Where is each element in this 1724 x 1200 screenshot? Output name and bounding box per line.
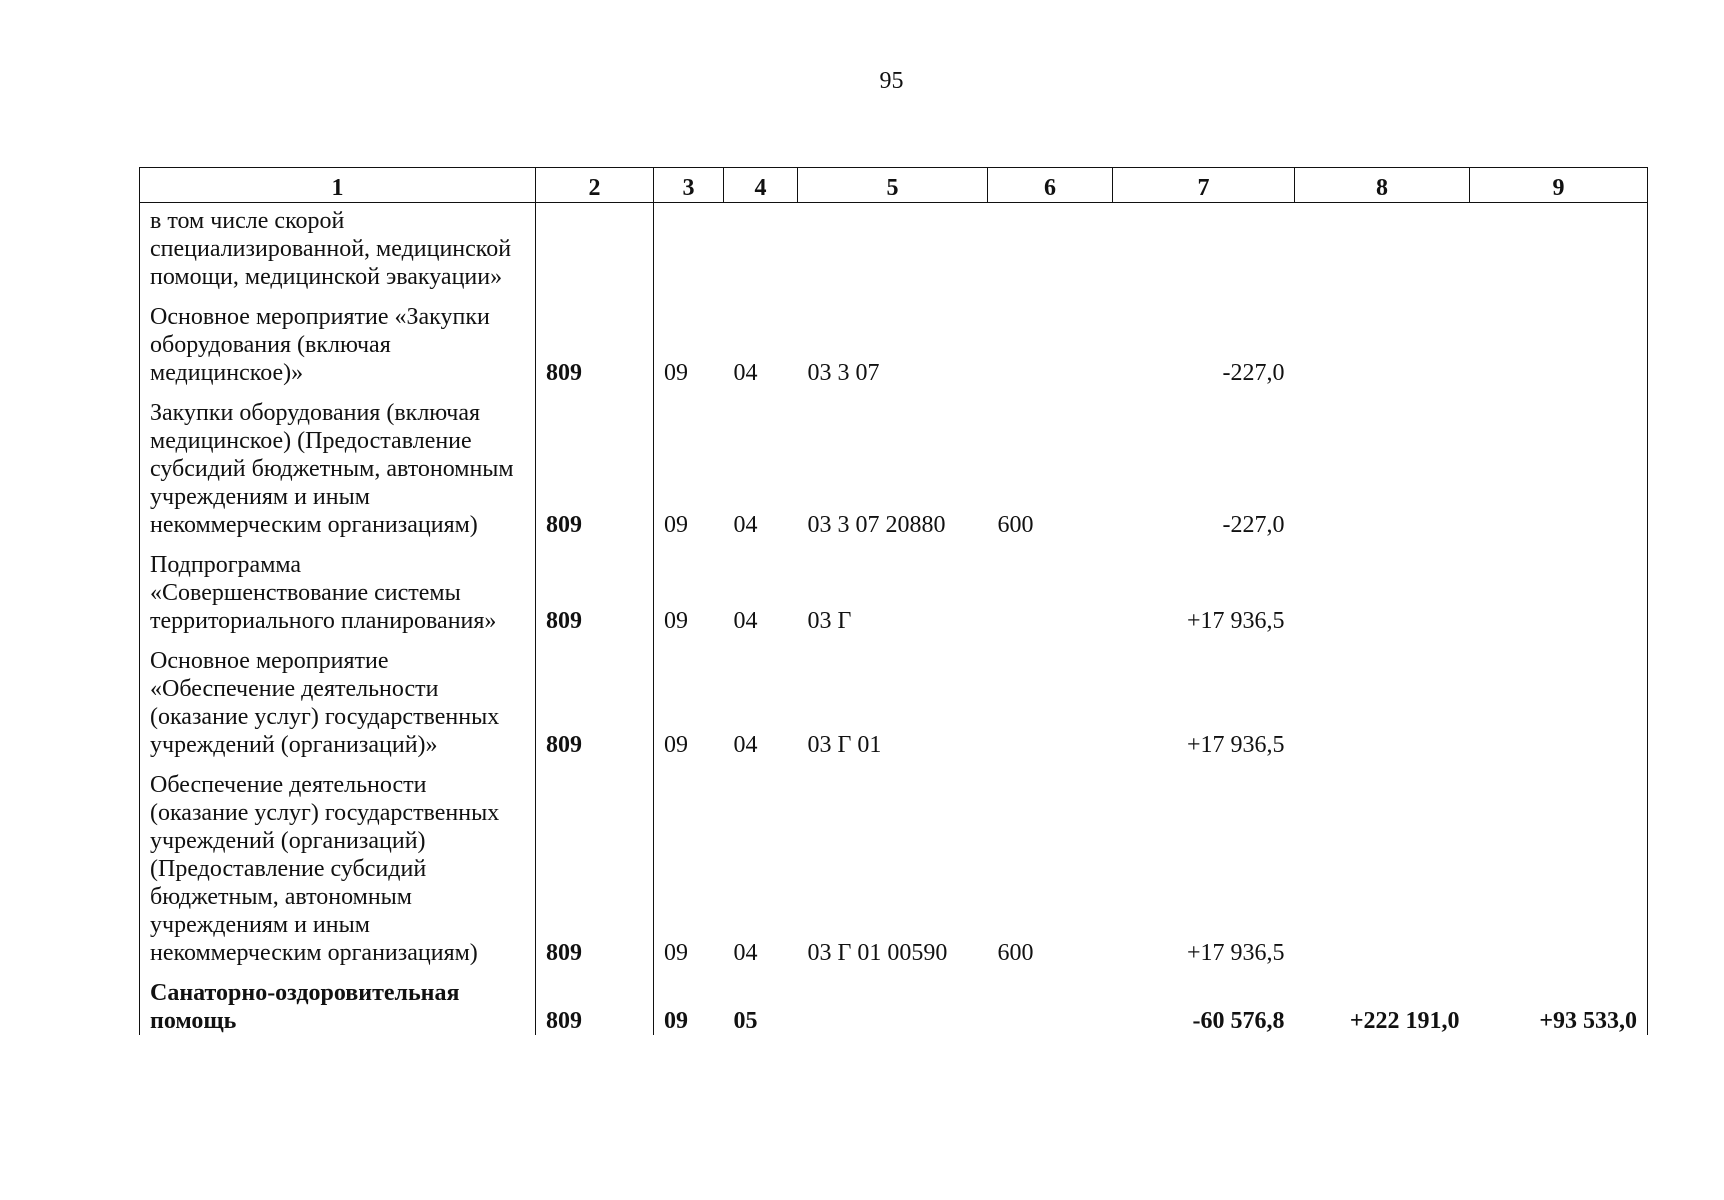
budget-table (139, 167, 1648, 1035)
table-row (140, 547, 1648, 643)
row-value-7: +17 936,5 (1186, 940, 1285, 966)
row-value-8 (1295, 203, 1470, 300)
row-value-8 (1295, 767, 1470, 975)
table-row (140, 643, 1648, 767)
column-header: 2 (536, 168, 654, 203)
row-code: 809 (536, 643, 654, 767)
header-row (140, 168, 1648, 203)
row-value-8 (1295, 547, 1470, 643)
row-expense (988, 975, 1113, 1035)
row-value-7: -227,0 (1222, 360, 1285, 386)
row-expense (988, 547, 1113, 643)
column-header: 5 (798, 168, 988, 203)
row-value-8: +222 191,0 (1349, 1008, 1460, 1034)
row-section: 09 (654, 767, 724, 975)
row-code: 809 (536, 767, 654, 975)
row-subsection: 04 (733, 732, 758, 758)
row-section: 09 (654, 299, 724, 395)
row-value-8 (1295, 299, 1470, 395)
row-value-9 (1470, 767, 1648, 975)
row-subsection: 04 (733, 940, 758, 966)
row-value-7 (1113, 203, 1295, 300)
column-header: 9 (1470, 168, 1648, 203)
table-row (140, 395, 1648, 547)
row-name: Обеспечение деятельности (оказание услуг) государственных учреждений (организаций) (Предоставление субсидий бюджетным, автономным учреждениям и иным некоммерческим организациям) (140, 767, 536, 975)
row-expense (988, 643, 1113, 767)
row-target: 03 3 07 (807, 360, 880, 386)
row-value-7: +17 936,5 (1186, 608, 1285, 634)
row-section: 09 (654, 395, 724, 547)
row-name: в том числе скорой специализированной, медицинской помощи, медицинской эвакуации» (140, 203, 536, 300)
column-header: 7 (1113, 168, 1295, 203)
column-header: 1 (140, 168, 536, 203)
row-target: 03 Г (807, 608, 852, 634)
row-expense: 600 (997, 940, 1034, 966)
row-value-9 (1470, 643, 1648, 767)
row-section: 09 (654, 643, 724, 767)
row-value-9 (1470, 203, 1648, 300)
row-value-7: -227,0 (1222, 512, 1285, 538)
row-value-9: +93 533,0 (1470, 975, 1648, 1035)
row-code: 809 (536, 975, 654, 1035)
row-code: 809 (536, 395, 654, 547)
row-subsection: 04 (733, 512, 758, 538)
row-code (536, 203, 654, 300)
row-value-9 (1470, 547, 1648, 643)
row-code: 809 (536, 299, 654, 395)
row-name: Подпрограмма «Совершенствование системы территориального планирования» (140, 547, 536, 643)
row-name: Основное мероприятие «Закупки оборудования (включая медицинское)» (140, 299, 536, 395)
row-target: 03 3 07 20880 (807, 512, 946, 538)
column-header: 4 (724, 168, 798, 203)
row-name: Санаторно-оздоровительная помощь (140, 975, 536, 1035)
row-subsection: 05 (733, 1008, 758, 1034)
row-target: 03 Г 01 (807, 732, 882, 758)
row-value-9 (1470, 299, 1648, 395)
row-value-9 (1470, 395, 1648, 547)
table-row (140, 203, 1648, 300)
row-target: 03 Г 01 00590 (807, 940, 948, 966)
row-value-7: +17 936,5 (1186, 732, 1285, 758)
row-value-7: -60 576,8 (1192, 1008, 1285, 1034)
row-subsection (724, 203, 798, 300)
row-expense: 600 (997, 512, 1034, 538)
table-row (140, 975, 1648, 1035)
row-value-8 (1295, 643, 1470, 767)
row-subsection: 04 (733, 608, 758, 634)
row-expense (988, 203, 1113, 300)
row-section (654, 203, 724, 300)
row-expense (988, 299, 1113, 395)
column-header: 8 (1295, 168, 1470, 203)
row-value-8 (1295, 395, 1470, 547)
page-number: 95 (879, 68, 904, 94)
table-row (140, 767, 1648, 975)
row-subsection: 04 (733, 360, 758, 386)
row-section: 09 (654, 975, 724, 1035)
row-target (798, 203, 988, 300)
column-header: 3 (654, 168, 724, 203)
row-section: 09 (654, 547, 724, 643)
row-target (798, 975, 988, 1035)
row-name: Закупки оборудования (включая медицинское) (Предоставление субсидий бюджетным, автономным учреждениям и иным некоммерческим организациям) (140, 395, 536, 547)
row-code: 809 (536, 547, 654, 643)
column-header: 6 (988, 168, 1113, 203)
table-row (140, 299, 1648, 395)
row-name: Основное мероприятие «Обеспечение деятельности (оказание услуг) государственных учреждений (организаций)» (140, 643, 536, 767)
